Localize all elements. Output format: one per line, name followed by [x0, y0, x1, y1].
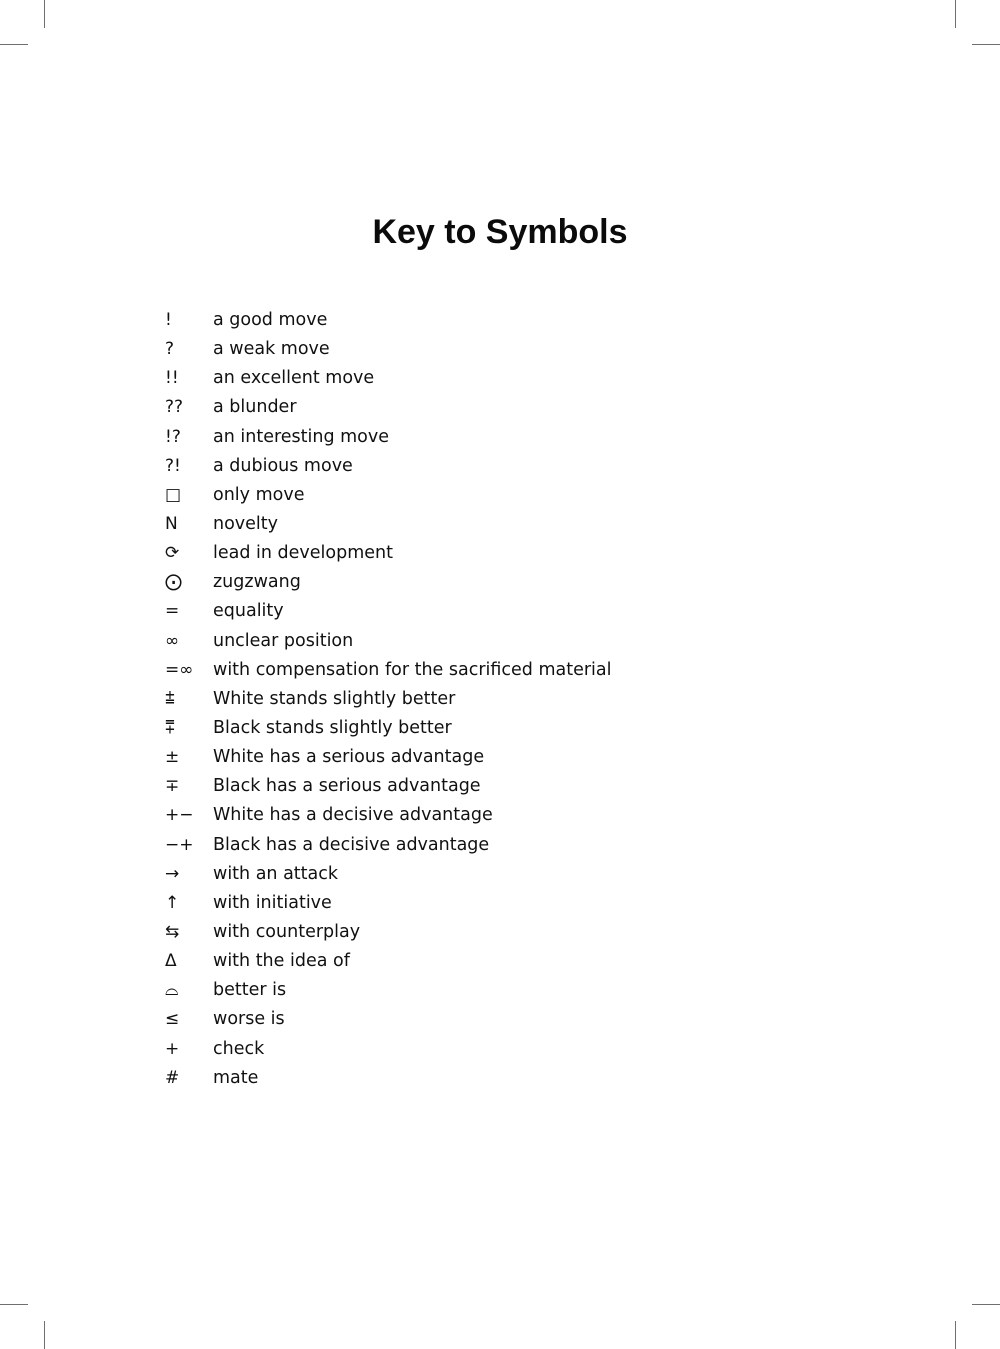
symbol-row	[165, 481, 805, 510]
symbol-glyph: =	[165, 601, 180, 622]
symbol-row	[165, 772, 805, 801]
symbol-meaning: Black has a serious advantage	[213, 776, 481, 797]
symbol-glyph: ↑	[165, 892, 180, 913]
symbol-meaning: with the idea of	[213, 951, 350, 972]
crop-mark-bottom-left-horizontal	[0, 1304, 28, 1305]
symbol-row	[165, 918, 805, 947]
crop-mark-bottom-right-horizontal	[972, 1304, 1000, 1305]
symbol-glyph: ±	[165, 747, 180, 768]
symbol-key-list	[165, 306, 805, 1093]
symbol-meaning: an excellent move	[213, 368, 375, 389]
crop-mark-top-left-vertical	[44, 0, 45, 28]
symbol-glyph: +	[165, 1038, 180, 1059]
symbol-meaning: White has a serious advantage	[213, 747, 485, 768]
symbol-meaning: an interesting move	[213, 426, 390, 447]
symbol-row	[165, 976, 805, 1005]
symbol-glyph: #	[165, 1067, 180, 1088]
symbol-glyph: ∞	[165, 630, 180, 651]
crop-mark-bottom-right-vertical	[955, 1321, 956, 1349]
symbol-meaning: zugzwang	[213, 572, 301, 593]
symbol-row	[165, 627, 805, 656]
symbol-glyph: ?	[165, 339, 175, 360]
symbol-row	[165, 306, 805, 335]
symbol-meaning: mate	[213, 1067, 259, 1088]
symbol-meaning: White has a decisive advantage	[213, 805, 493, 826]
symbol-glyph: −+	[165, 834, 194, 855]
crop-mark-bottom-left-vertical	[44, 1321, 45, 1349]
symbol-meaning: with an attack	[213, 863, 338, 884]
symbol-row	[165, 1064, 805, 1093]
symbol-meaning: novelty	[213, 514, 279, 535]
symbol-meaning: a weak move	[213, 339, 330, 360]
crop-mark-top-right-horizontal	[972, 44, 1000, 45]
symbol-meaning: better is	[213, 980, 287, 1001]
symbol-row	[165, 860, 805, 889]
symbol-glyph: ⇆	[165, 922, 180, 943]
symbol-meaning: White stands slightly better	[213, 688, 456, 709]
symbol-glyph: !	[165, 310, 172, 331]
symbol-glyph: □	[165, 484, 182, 505]
symbol-row	[165, 831, 805, 860]
symbol-row	[165, 568, 805, 597]
symbol-meaning: a blunder	[213, 397, 297, 418]
symbol-glyph: N	[165, 514, 178, 535]
symbol-row	[165, 364, 805, 393]
symbol-glyph: →	[165, 863, 180, 884]
symbol-glyph: ?!	[165, 455, 181, 476]
symbol-glyph: ≤	[165, 1009, 180, 1030]
symbol-meaning: a good move	[213, 310, 328, 331]
symbol-glyph: ⌓	[165, 980, 179, 1001]
symbol-row	[165, 597, 805, 626]
symbol-meaning: a dubious move	[213, 455, 353, 476]
symbol-row	[165, 656, 805, 685]
symbol-row	[165, 423, 805, 452]
symbol-meaning: lead in development	[213, 543, 393, 564]
symbol-row	[165, 685, 805, 714]
symbol-row	[165, 1005, 805, 1034]
symbol-meaning: only move	[213, 484, 305, 505]
symbol-row	[165, 510, 805, 539]
symbol-glyph: ⟳	[165, 543, 180, 564]
symbol-meaning: with compensation for the sacrificed material	[213, 659, 612, 680]
symbol-row	[165, 947, 805, 976]
symbol-glyph: ⨀	[165, 572, 182, 593]
symbol-row	[165, 889, 805, 918]
symbol-glyph: ⩲	[165, 688, 175, 709]
symbol-glyph: Δ	[165, 951, 177, 972]
symbol-glyph: !?	[165, 426, 181, 447]
symbol-row	[165, 743, 805, 772]
symbol-row	[165, 539, 805, 568]
symbol-glyph: ⩱	[165, 718, 175, 739]
symbol-glyph: +−	[165, 805, 194, 826]
symbol-glyph: ∓	[165, 776, 180, 797]
symbol-row	[165, 1035, 805, 1064]
symbol-meaning: unclear position	[213, 630, 354, 651]
symbol-glyph: !!	[165, 368, 179, 389]
symbol-meaning: with initiative	[213, 892, 332, 913]
symbol-row	[165, 335, 805, 364]
symbol-row	[165, 714, 805, 743]
symbol-glyph: =∞	[165, 659, 194, 680]
symbol-meaning: equality	[213, 601, 284, 622]
symbol-meaning: with counterplay	[213, 922, 361, 943]
symbol-glyph: ??	[165, 397, 184, 418]
symbol-row	[165, 393, 805, 422]
symbol-meaning: Black has a decisive advantage	[213, 834, 490, 855]
symbol-row	[165, 452, 805, 481]
crop-mark-top-right-vertical	[955, 0, 956, 28]
symbol-row	[165, 801, 805, 830]
symbol-meaning: worse is	[213, 1009, 285, 1030]
symbol-meaning: Black stands slightly better	[213, 718, 452, 739]
symbol-meaning: check	[213, 1038, 265, 1059]
crop-mark-top-left-horizontal	[0, 44, 28, 45]
page-title: Key to Symbols	[372, 213, 628, 251]
